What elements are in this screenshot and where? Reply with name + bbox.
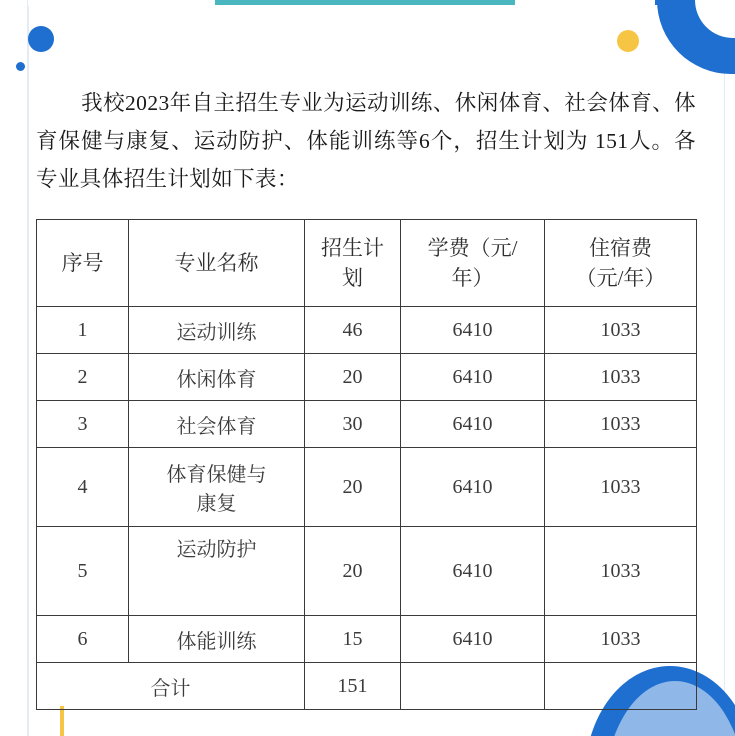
cell-dorm: 1033 (545, 448, 697, 527)
left-rule (27, 0, 29, 736)
table-row (37, 401, 697, 448)
document-content (36, 62, 696, 710)
header-plan (305, 220, 401, 307)
cell-plan: 15 (305, 616, 401, 663)
corner-blue-cutout (695, 0, 735, 38)
table-row (37, 448, 697, 527)
table-row (37, 307, 697, 354)
table-row (37, 354, 697, 401)
enrollment-plan-table (36, 219, 697, 710)
total-dorm (545, 663, 697, 710)
header-major: 专业名称 (129, 220, 305, 307)
table-total-row (37, 663, 697, 710)
table-header-row (37, 220, 697, 307)
cell-tuition: 6410 (401, 354, 545, 401)
blue-dot-icon (28, 26, 54, 52)
header-plan-line1: 招生计 (321, 236, 384, 260)
header-no: 序号 (37, 220, 129, 307)
table-row (37, 616, 697, 663)
cell-plan: 30 (305, 401, 401, 448)
total-tuition (401, 663, 545, 710)
cell-plan: 20 (305, 527, 401, 616)
header-tuition-line2: 年） (451, 266, 494, 290)
cell-no: 5 (37, 527, 129, 616)
cell-dorm: 1033 (545, 307, 697, 354)
yellow-stub (60, 706, 64, 736)
top-blue-line (655, 0, 735, 5)
header-tuition (401, 220, 545, 307)
top-band (28, 0, 735, 6)
cell-major: 体能训练 (129, 616, 305, 663)
cell-major-line2: 康复 (196, 493, 237, 515)
cell-tuition: 6410 (401, 307, 545, 354)
header-dorm-line1: 住宿费 (589, 236, 652, 260)
table-row (37, 527, 697, 616)
cell-no: 2 (37, 354, 129, 401)
cell-tuition: 6410 (401, 527, 545, 616)
cell-dorm: 1033 (545, 401, 697, 448)
cell-dorm: 1033 (545, 354, 697, 401)
small-blue-dot-icon (16, 62, 25, 71)
yellow-dot-icon (617, 30, 639, 52)
cell-major: 社会体育 (129, 401, 305, 448)
cell-no: 3 (37, 401, 129, 448)
cell-major: 运动训练 (129, 307, 305, 354)
cell-no: 1 (37, 307, 129, 354)
top-teal-line (215, 0, 515, 5)
header-plan-line2: 划 (342, 266, 363, 290)
cell-no: 6 (37, 616, 129, 663)
cell-plan: 20 (305, 354, 401, 401)
header-dorm-line2: （元/年） (575, 266, 666, 290)
header-tuition-line1: 学费（元/ (427, 236, 518, 260)
cell-major (129, 448, 305, 527)
paragraph-text: 我校2023年自主招生专业为运动训练、休闲体育、社会体育、体育保健与康复、运动防护、体能训练等6个，招生计划为 151人。各专业具体招生计划如下表： (36, 90, 696, 191)
cell-tuition: 6410 (401, 401, 545, 448)
intro-paragraph (36, 84, 696, 198)
cell-tuition: 6410 (401, 448, 545, 527)
header-dorm (545, 220, 697, 307)
left-margin-band (0, 0, 29, 736)
cell-plan: 20 (305, 448, 401, 527)
cell-major-line1: 体育保健与 (166, 464, 267, 486)
cell-no: 4 (37, 448, 129, 527)
cell-plan: 46 (305, 307, 401, 354)
cell-tuition: 6410 (401, 616, 545, 663)
cell-dorm: 1033 (545, 527, 697, 616)
cell-major: 运动防护 (129, 527, 305, 616)
total-plan: 151 (305, 663, 401, 710)
cell-major: 休闲体育 (129, 354, 305, 401)
total-label: 合计 (37, 663, 305, 710)
cell-dorm: 1033 (545, 616, 697, 663)
right-rule (724, 6, 725, 706)
